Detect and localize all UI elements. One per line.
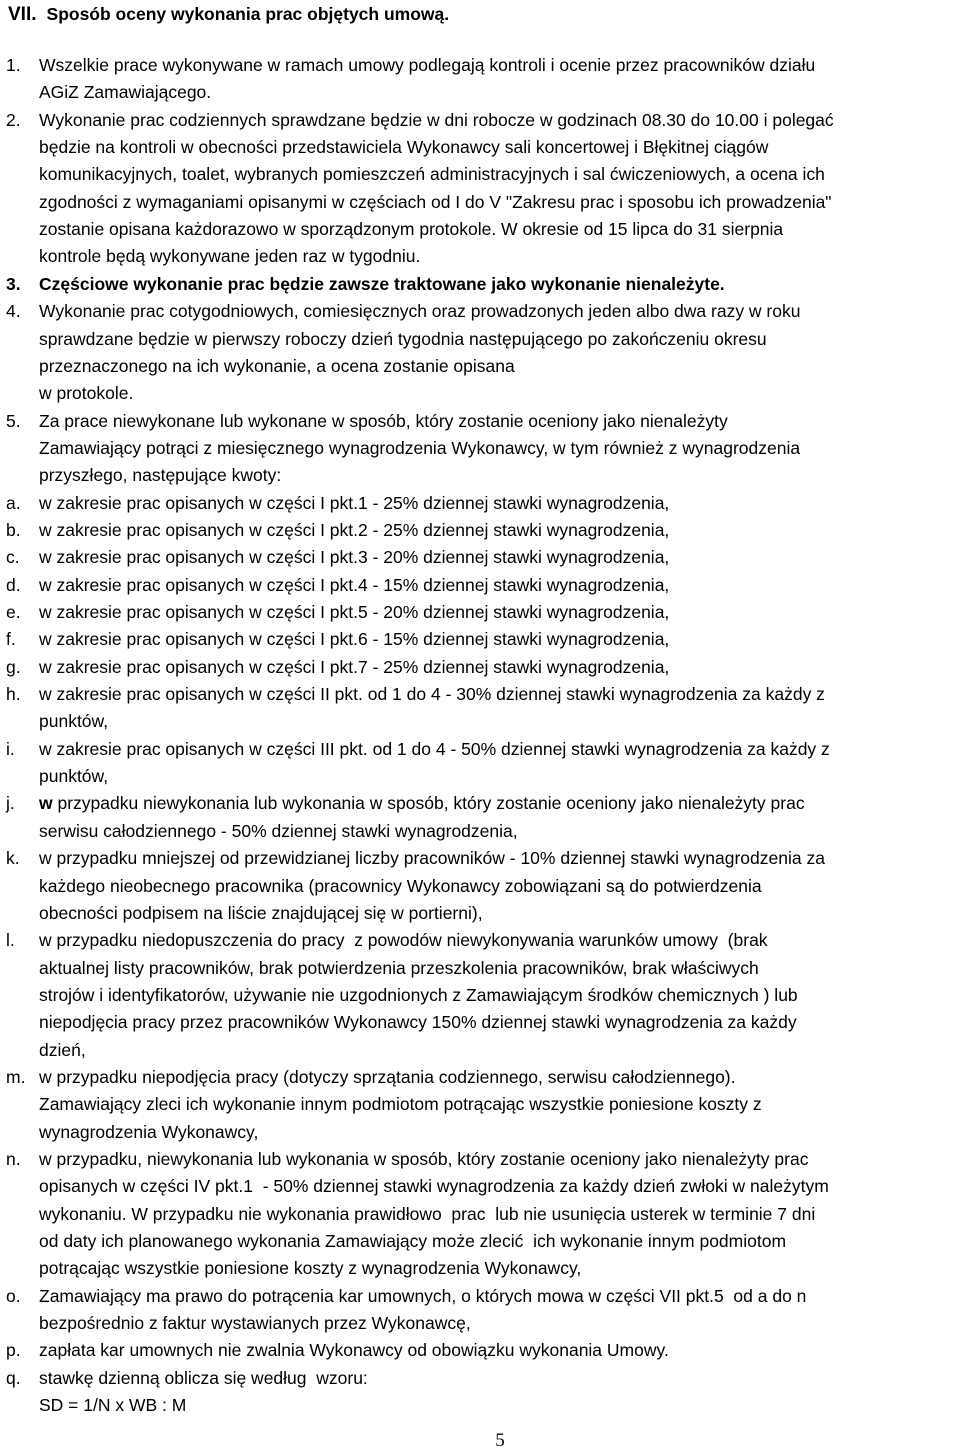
item-text: przyszłego, następujące kwoty: — [39, 465, 282, 486]
item-marker: o. — [6, 1285, 21, 1306]
item-text: w zakresie prac opisanych w części I pkt.6 - 15% dziennej stawki wynagrodzenia, — [39, 629, 670, 650]
item-marker: a. — [6, 492, 21, 513]
item-marker: c. — [6, 547, 20, 568]
item-text — [39, 790, 805, 817]
item-text: w zakresie prac opisanych w części I pkt.7 - 25% dziennej stawki wynagrodzenia, — [39, 656, 670, 677]
item-text: każdego nieobecnego pracownika (pracownicy Wykonawcy zobowiązani są do potwierdzenia — [39, 875, 762, 896]
item-text: w przypadku, niewykonania lub wykonania w sposób, który zostanie oceniony jako nienależyty prac — [39, 1149, 809, 1169]
item-text: zapłata kar umownych nie zwalnia Wykonawcy od obowiązku wykonania Umowy. — [39, 1340, 669, 1361]
item-text: zostanie opisana każdorazowo w sporządzonym protokole. W okresie od 15 lipca do 31 sierpnia — [39, 219, 784, 240]
item-text: przeznaczonego na ich wykonanie, a ocena zostanie opisana — [39, 355, 515, 376]
item-text: opisanych w części IV pkt.1 - 50% dziennej stawki wynagrodzenia za każdy dzień zwłoki w należytym — [39, 1176, 829, 1197]
section-number: VII. — [8, 4, 37, 25]
item-marker: d. — [6, 574, 21, 595]
item-text: wykonaniu. W przypadku nie wykonania prawidłowo prac lub nie usunięcia usterek w terminie 7 dni — [39, 1203, 816, 1224]
item-text: w zakresie prac opisanych w części I pkt.3 - 20% dziennej stawki wynagrodzenia, — [39, 547, 670, 568]
item-text: Zamawiający ma prawo do potrącenia kar umownych, o których mowa w części VII pkt.5 od a do n — [39, 1285, 807, 1306]
item-text: stawkę dzienną oblicza się według wzoru: — [39, 1367, 368, 1388]
item-text: w przypadku niepodjęcia pracy (dotyczy sprzątania codziennego, serwisu całodziennego). — [39, 1066, 736, 1087]
item-text-bold-start: w — [39, 793, 53, 814]
item-text: Częściowe wykonanie prac będzie zawsze traktowane jako wykonanie nienależyte. — [39, 273, 725, 294]
item-text: potrącając wszystkie poniesione koszty z wynagrodzenia Wykonawcy, — [39, 1258, 582, 1279]
item-text: serwisu całodziennego - 50% dziennej stawki wynagrodzenia, — [39, 820, 518, 841]
page-number: 5 — [495, 1430, 505, 1451]
item-marker: 1. — [6, 55, 21, 75]
item-text: zgodności z wymaganiami opisanymi w częściach od I do V "Zakresu prac i sposobu ich prowadzenia" — [39, 191, 832, 212]
item-text: punktów, — [39, 766, 109, 787]
item-marker: 3. — [6, 273, 21, 294]
item-text: będzie na kontroli w obecności przedstawiciela Wykonawcy sali koncertowej i Błękitnej ciągów — [39, 137, 769, 158]
section-heading — [8, 0, 449, 28]
item-text: w protokole. — [39, 383, 134, 404]
item-text: bezpośrednio z faktur wystawianych przez Wykonawcę, — [39, 1313, 471, 1334]
item-text: Zamawiający zleci ich wykonanie innym podmiotom potrącając wszystkie poniesione koszty z — [39, 1094, 762, 1115]
item-text: dzień, — [39, 1039, 86, 1060]
item-text: w zakresie prac opisanych w części I pkt.5 - 20% dziennej stawki wynagrodzenia, — [39, 602, 670, 622]
item-text: od daty ich planowanego wykonania Zamawiający może zlecić ich wykonanie innym podmiotom — [39, 1231, 787, 1252]
item-text: komunikacyjnych, toalet, wybranych pomieszczeń administracyjnych i sal ćwiczeniowych, a ocena ich — [39, 164, 825, 185]
item-text: obecności podpisem na liście znajdującej się w portierni), — [39, 902, 483, 923]
item-marker: 5. — [6, 410, 21, 431]
item-text: Zamawiający potrąci z miesięcznego wynagrodzenia Wykonawcy, w tym również z wynagrodzenia — [39, 437, 801, 458]
item-marker: g. — [6, 656, 21, 677]
item-marker: m. — [6, 1066, 26, 1087]
item-marker: p. — [6, 1340, 21, 1361]
item-text: punktów, — [39, 711, 109, 732]
section-title: Sposób oceny wykonania prac objętych umową. — [46, 4, 450, 24]
item-text: w zakresie prac opisanych w części I pkt.4 - 15% dziennej stawki wynagrodzenia, — [39, 574, 670, 595]
item-marker: j. — [6, 793, 15, 814]
item-text: AGiZ Zamawiającego. — [39, 82, 212, 103]
item-text: sprawdzane będzie w pierwszy roboczy dzień tygodnia następującego po zakończeniu okresu — [39, 328, 767, 349]
item-text: niepodjęcia pracy przez pracowników Wykonawcy 150% dziennej stawki wynagrodzenia za każdy — [39, 1012, 797, 1033]
item-text: w zakresie prac opisanych w części III pkt. od 1 do 4 - 50% dziennej stawki wynagrodzenia za każdy z — [39, 738, 830, 759]
item-marker: b. — [6, 519, 21, 540]
item-marker: f. — [6, 629, 16, 650]
item-text: SD = 1/N x WB : M — [39, 1395, 187, 1416]
item-marker: i. — [6, 738, 15, 759]
item-text: Za prace niewykonane lub wykonane w sposób, który zostanie oceniony jako nienależyty — [39, 410, 728, 431]
item-text: w przypadku niedopuszczenia do pracy z powodów niewykonywania warunków umowy (brak — [39, 930, 768, 951]
item-text: Wszelkie prace wykonywane w ramach umowy podlegają kontroli i ocenie przez pracowników działu — [39, 55, 816, 75]
item-text-rest: przypadku niewykonania lub wykonania w sposób, który zostanie oceniony jako nienależyty prac — [52, 793, 805, 814]
item-text: kontrole będą wykonywane jeden raz w tygodniu. — [39, 246, 421, 267]
item-text: Wykonanie prac cotygodniowych, comiesięcznych oraz prowadzonych jeden albo dwa razy w roku — [39, 301, 801, 322]
item-text: wynagrodzenia Wykonawcy, — [39, 1121, 259, 1142]
item-marker: n. — [6, 1149, 21, 1169]
item-marker: 2. — [6, 109, 21, 130]
item-marker: e. — [6, 602, 21, 622]
item-marker: l. — [6, 930, 15, 951]
item-text: w przypadku mniejszej od przewidzianej liczby pracowników - 10% dziennej stawki wynagrodzenia za — [39, 848, 825, 869]
item-text: Wykonanie prac codziennych sprawdzane będzie w dni robocze w godzinach 08.30 do 10.00 i polegać — [39, 109, 834, 130]
item-text: strojów i identyfikatorów, używanie nie uzgodnionych z Zamawiającym środków chemicznych ) lub — [39, 984, 798, 1005]
item-marker: h. — [6, 684, 21, 705]
item-marker: 4. — [6, 301, 21, 322]
item-marker: k. — [6, 848, 20, 869]
item-text: aktualnej listy pracowników, brak potwierdzenia przeszkolenia pracowników, brak właściwych — [39, 957, 759, 978]
item-marker: q. — [6, 1367, 21, 1388]
item-text: w zakresie prac opisanych w części I pkt.2 - 25% dziennej stawki wynagrodzenia, — [39, 519, 670, 540]
item-text: w zakresie prac opisanych w części II pkt. od 1 do 4 - 30% dziennej stawki wynagrodzenia za każdy z — [39, 684, 825, 705]
item-text: w zakresie prac opisanych w części I pkt.1 - 25% dziennej stawki wynagrodzenia, — [39, 492, 670, 513]
